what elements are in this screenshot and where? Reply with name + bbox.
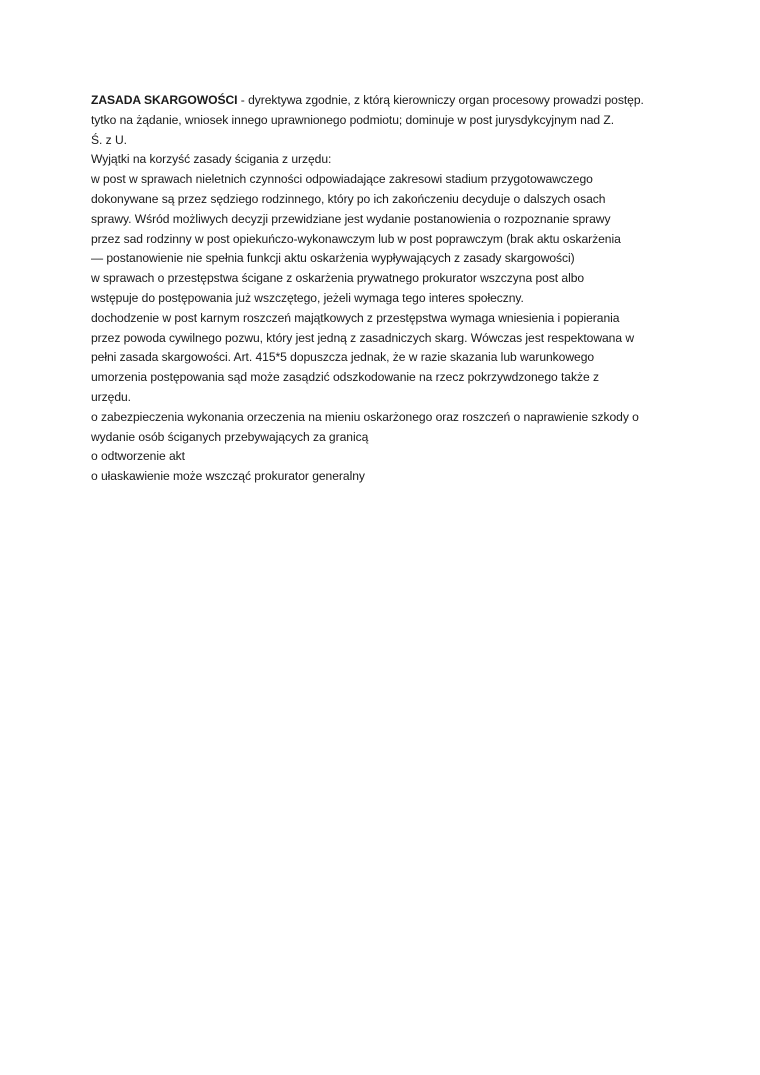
paragraph-line-9: — postanowienie nie spełnia funkcji aktu oskarżenia wypływających z zasady skargowości): [91, 251, 575, 266]
paragraph-line-3: Ś. z U.: [91, 132, 127, 147]
paragraph-line-12: dochodzenie w post karnym roszczeń majątkowych z przestępstwa wymaga wniesienia i popierania: [91, 310, 620, 325]
paragraph-line-2: tytko na żądanie, wniosek innego uprawnionego podmiotu; dominuje w post jurysdykcyjnym nad Z.: [91, 112, 615, 127]
paragraph-line-15: umorzenia postępowania sąd może zasądzić odszkodowanie na rzecz pokrzywdzonego także z: [91, 370, 599, 385]
document-body: [91, 91, 681, 487]
paragraph-line-5: w post w sprawach nieletnich czynności odpowiadające zakresowi stadium przygotowawczego: [91, 172, 593, 187]
paragraph-line-20: o ułaskawienie może wszcząć prokurator generalny: [91, 469, 365, 484]
paragraph-line-7: sprawy. Wśród możliwych decyzji przewidziane jest wydanie postanowienia o rozpoznanie sprawy: [91, 211, 611, 226]
paragraph-line-19: o odtworzenie akt: [91, 449, 185, 464]
paragraph-line-14: pełni zasada skargowości. Art. 415*5 dopuszcza jednak, że w razie skazania lub warunkowego: [91, 350, 595, 365]
paragraph-line-18: wydanie osób ściganych przebywających za granicą: [91, 429, 369, 444]
paragraph-line-10: w sprawach o przestępstwa ścigane z oskarżenia prywatnego prokurator wszczyna post albo: [91, 271, 585, 286]
paragraph-line-8: przez sad rodzinny w post opiekuńczo-wykonawczym lub w post poprawczym (brak aktu oskarżenia: [91, 231, 621, 246]
paragraph-line-6: dokonywane są przez sędziego rodzinnego, który po ich zakończeniu decyduje o dalszych osach: [91, 191, 606, 206]
paragraph-line-1: [91, 91, 681, 111]
paragraph-line-13: przez powoda cywilnego pozwu, który jest jedną z zasadniczych skarg. Wówczas jest respektowana w: [91, 330, 635, 345]
paragraph-line-4: Wyjątki na korzyść zasady ścigania z urzędu:: [91, 152, 332, 167]
paragraph-line-17: o zabezpieczenia wykonania orzeczenia na mieniu oskarżonego oraz roszczeń o naprawienie szkody o: [91, 409, 639, 424]
heading-term: ZASADA SKARGOWOŚCI: [91, 93, 238, 107]
heading-definition: - dyrektywa zgodnie, z którą kierowniczy organ procesowy prowadzi postęp.: [237, 93, 644, 107]
paragraph-line-16: urzędu.: [91, 389, 131, 404]
paragraph-line-11: wstępuje do postępowania już wszczętego, jeżeli wymaga tego interes społeczny.: [91, 290, 524, 305]
